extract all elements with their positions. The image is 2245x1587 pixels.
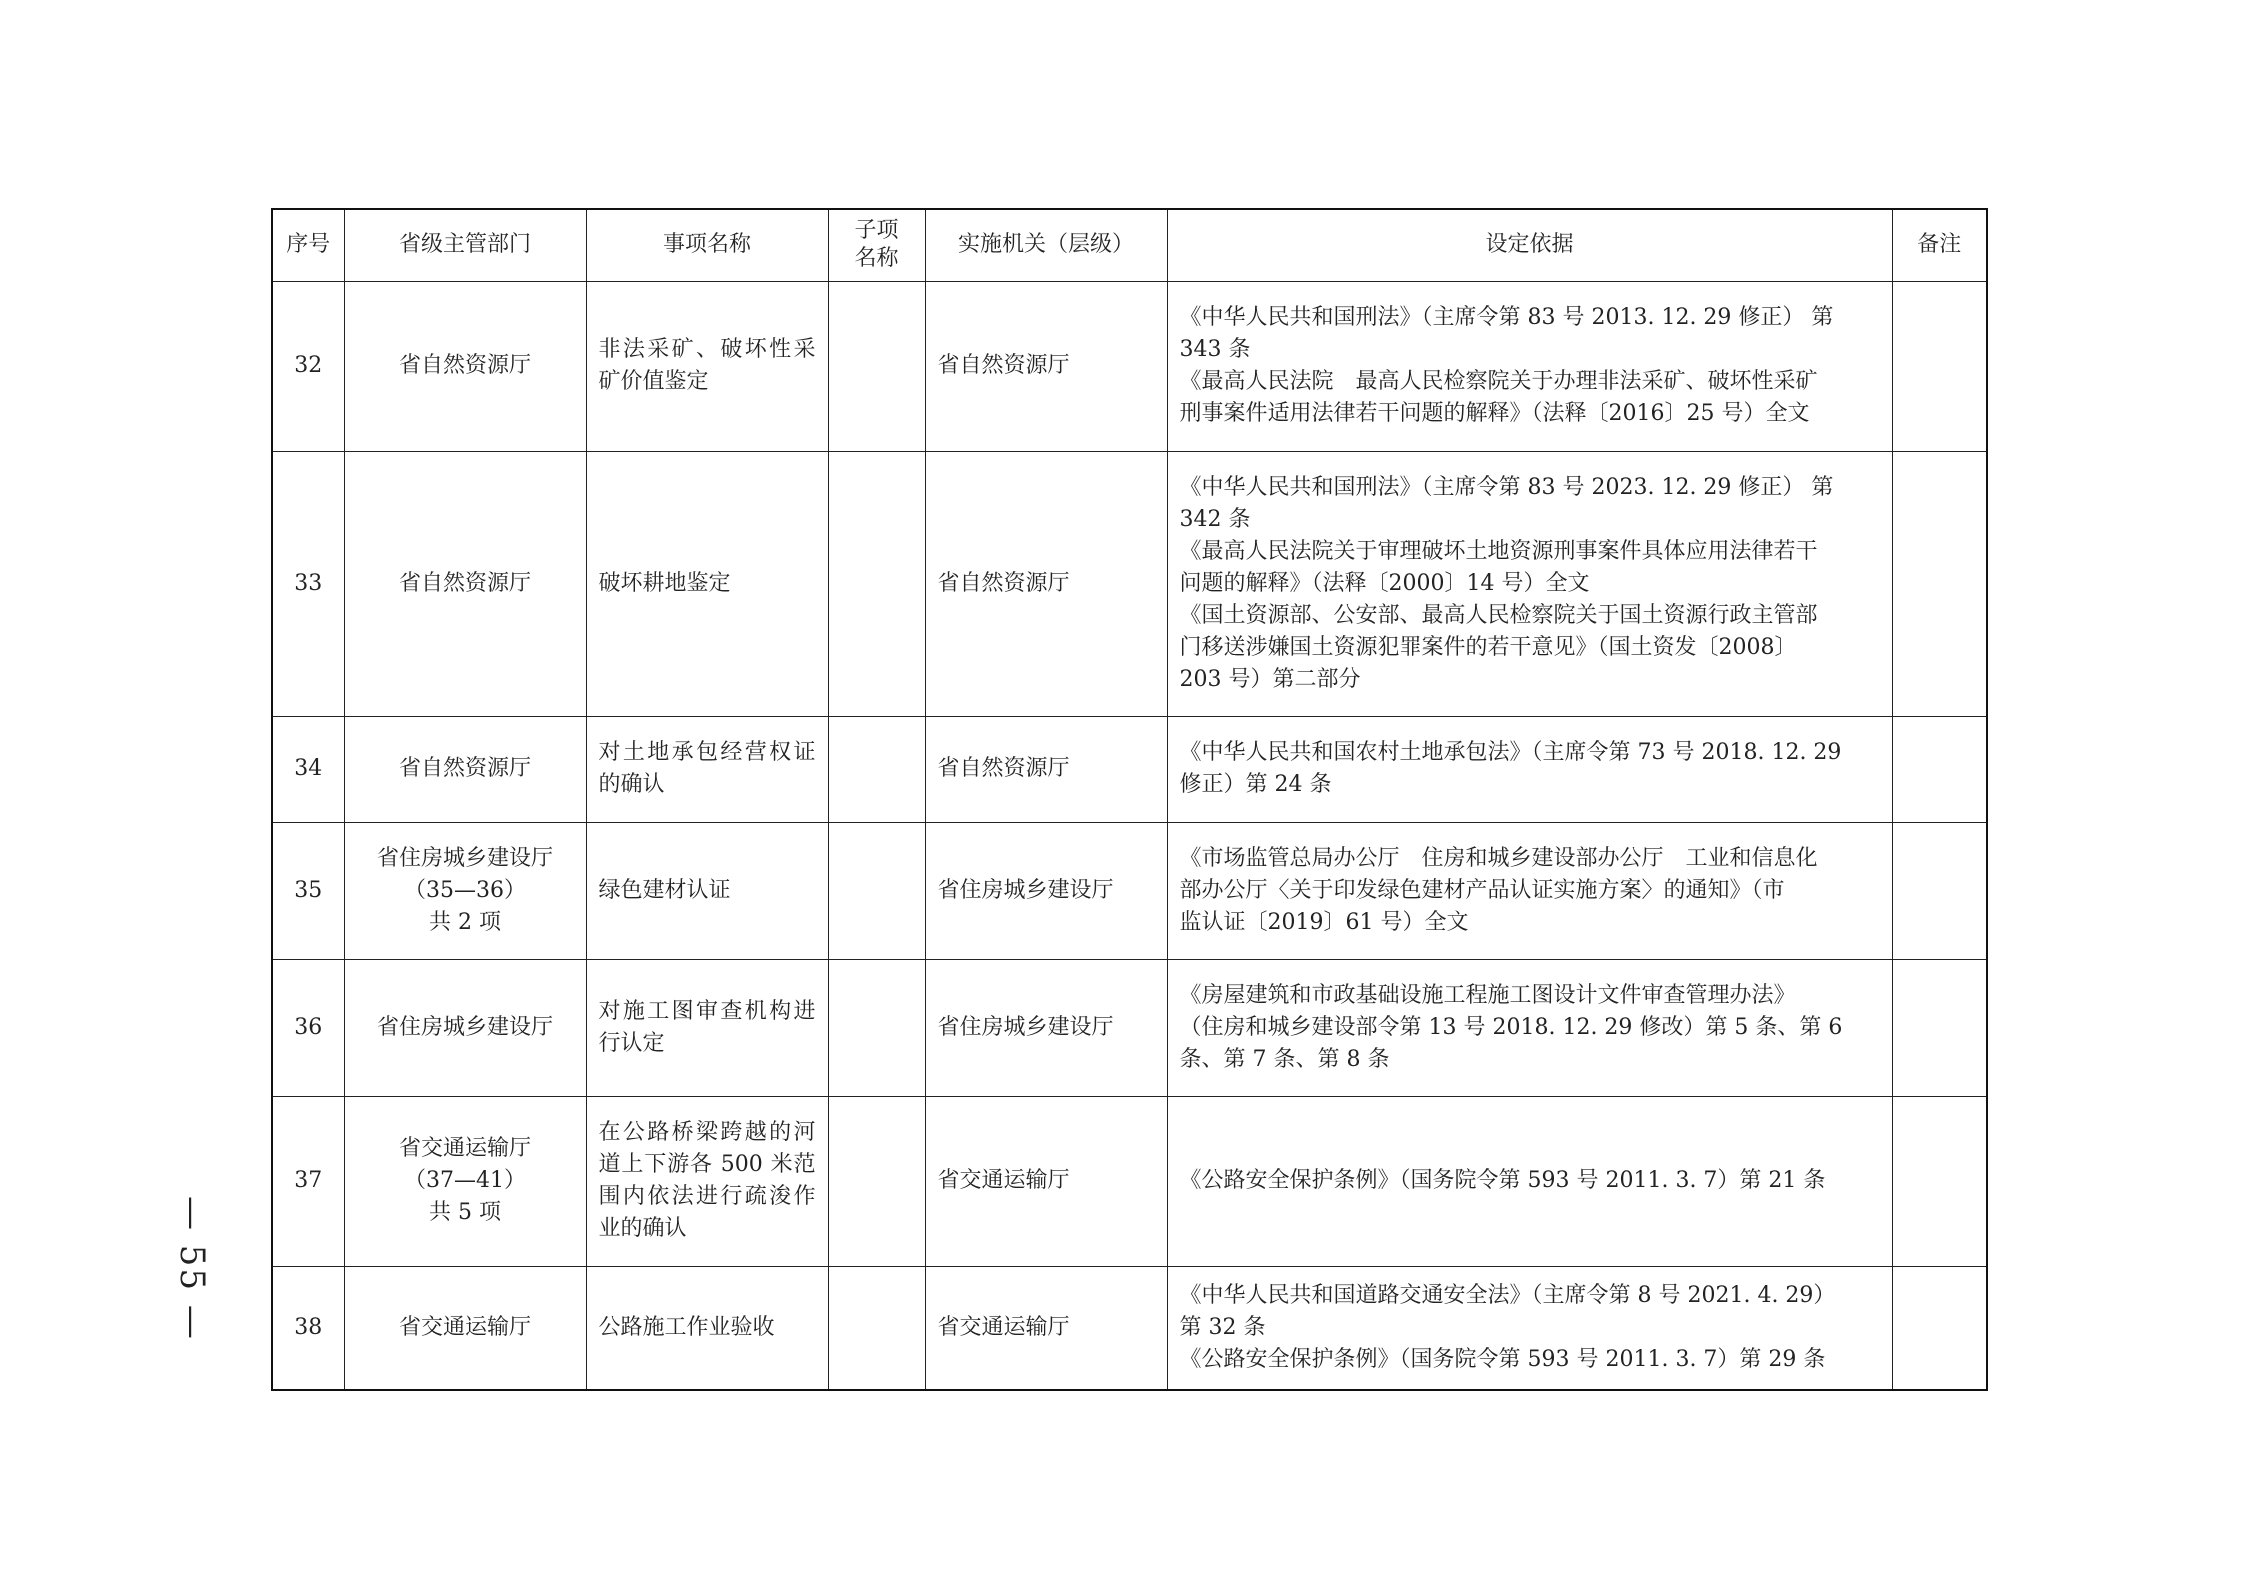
cell-sub [828,822,925,959]
cell-no: 35 [272,822,344,959]
table-row [272,1096,1987,1266]
cell-basis [1167,451,1892,716]
basis-line: 《最高人民法院 最高人民检察院关于办理非法采矿、破坏性采矿 [1179,369,1818,394]
cell-item: 公路施工作业验收 [586,1266,828,1390]
header-sub: 子项 名称 [828,209,925,281]
cell-agency: 省住房城乡建设厅 [925,959,1167,1096]
table-row [272,822,1987,959]
table-row [272,1266,1987,1390]
cell-agency: 省住房城乡建设厅 [925,822,1167,959]
header-item: 事项名称 [586,209,828,281]
basis-line: 342 条 [1179,506,1251,532]
basis-line: 《国土资源部、公安部、最高人民检察院关于国土资源行政主管部 [1179,602,1818,628]
page-number: — 55 — [172,1196,212,1341]
cell-no: 32 [272,281,344,451]
header-dept: 省级主管部门 [344,209,586,281]
cell-item: 绿色建材认证 [586,822,828,959]
basis-line: 第 32 条 [1179,1314,1266,1340]
cell-dept [344,451,586,716]
basis-line: 《房屋建筑和市政基础设施工程施工图设计文件审查管理办法》 [1179,982,1796,1008]
cell-no: 38 [272,1266,344,1390]
basis-line: 修正）第 24 条 [1179,772,1332,797]
dept-line: 省自然资源厅 [398,353,531,378]
cell-note [1892,716,1987,822]
cell-dept [344,822,586,959]
basis-line: 门移送涉嫌国土资源犯罪案件的若干意见》（国土资发〔2008〕 [1179,634,1797,660]
basis-line: 《公路安全保护条例》（国务院令第 593 号 2011. 3. 7）第 21 条 [1179,1168,1826,1193]
cell-agency: 省自然资源厅 [925,281,1167,451]
cell-basis [1167,1096,1892,1266]
cell-dept [344,959,586,1096]
cell-dept [344,716,586,822]
basis-line: 《最高人民法院关于审理破坏土地资源刑事案件具体应用法律若干 [1179,538,1818,564]
basis-line: 《市场监管总局办公厅 住房和城乡建设部办公厅 工业和信息化 [1179,845,1818,871]
cell-note [1892,822,1987,959]
cell-no: 34 [272,716,344,822]
dept-line: 省自然资源厅 [398,570,531,596]
cell-agency: 省交通运输厅 [925,1266,1167,1390]
header-basis: 设定依据 [1167,209,1892,281]
cell-no: 36 [272,959,344,1096]
table-row [272,959,1987,1096]
cell-item: 对施工图审查机构进行认定 [586,959,828,1096]
cell-note [1892,1096,1987,1266]
basis-line: 问题的解释》（法释〔2000〕14 号）全文 [1179,570,1590,596]
cell-agency: 省自然资源厅 [925,451,1167,716]
dept-line: 省住房城乡建设厅 [376,1014,553,1040]
basis-line: 《公路安全保护条例》（国务院令第 593 号 2011. 3. 7）第 29 条 [1179,1346,1826,1372]
dept-line: 省住房城乡建设厅 [376,845,553,871]
cell-note [1892,451,1987,716]
cell-basis [1167,1266,1892,1390]
cell-item: 在公路桥梁跨越的河道上下游各 500 米范围内依法进行疏浚作业的确认 [586,1096,828,1266]
basis-line: 条、第 7 条、第 8 条 [1179,1046,1390,1072]
cell-sub [828,716,925,822]
basis-line: 监认证〔2019〕61 号）全文 [1179,909,1469,935]
basis-line: 《中华人民共和国刑法》（主席令第 83 号 2013. 12. 29 修正） 第 [1179,305,1834,330]
cell-basis [1167,716,1892,822]
cell-sub [828,1096,925,1266]
dept-line: （35—36） [404,877,526,903]
dept-line: （37—41） [404,1168,526,1193]
cell-sub [828,1266,925,1390]
header-no: 序号 [272,209,344,281]
cell-sub [828,281,925,451]
cell-basis [1167,281,1892,451]
cell-item: 破坏耕地鉴定 [586,451,828,716]
basis-line: 203 号）第二部分 [1179,666,1361,692]
cell-item: 对土地承包经营权证的确认 [586,716,828,822]
basis-line: 部办公厅〈关于印发绿色建材产品认证实施方案〉的通知》（市 [1179,877,1785,903]
cell-sub [828,959,925,1096]
cell-sub [828,451,925,716]
cell-dept [344,1266,586,1390]
header-note: 备注 [1892,209,1987,281]
cell-basis [1167,959,1892,1096]
header-agency: 实施机关（层级） [925,209,1167,281]
basis-line: 《中华人民共和国道路交通安全法》（主席令第 8 号 2021. 4. 29） [1179,1282,1836,1308]
basis-line: （住房和城乡建设部令第 13 号 2018. 12. 29 修改）第 5 条、第 6 [1179,1014,1843,1040]
cell-no: 33 [272,451,344,716]
basis-line: 《中华人民共和国刑法》（主席令第 83 号 2023. 12. 29 修正） 第 [1179,474,1834,500]
cell-basis [1167,822,1892,959]
cell-dept [344,281,586,451]
cell-dept [344,1096,586,1266]
cell-item: 非法采矿、破坏性采矿价值鉴定 [586,281,828,451]
cell-note [1892,959,1987,1096]
cell-note [1892,1266,1987,1390]
dept-line: 省自然资源厅 [398,756,531,781]
item-table [271,208,1988,1391]
dept-line: 共 5 项 [429,1200,501,1225]
cell-no: 37 [272,1096,344,1266]
basis-line: 343 条 [1179,337,1251,362]
table-row [272,451,1987,716]
table-row [272,716,1987,822]
dept-line: 省交通运输厅 [398,1136,531,1161]
dept-line: 省交通运输厅 [398,1314,531,1340]
basis-line: 《中华人民共和国农村土地承包法》（主席令第 73 号 2018. 12. 29 [1179,740,1842,765]
cell-agency: 省自然资源厅 [925,716,1167,822]
dept-line: 共 2 项 [429,909,501,935]
cell-note [1892,281,1987,451]
cell-agency: 省交通运输厅 [925,1096,1167,1266]
table-row [272,281,1987,451]
header-row [272,209,1987,281]
basis-line: 刑事案件适用法律若干问题的解释》（法释〔2016〕25 号）全文 [1179,401,1810,426]
